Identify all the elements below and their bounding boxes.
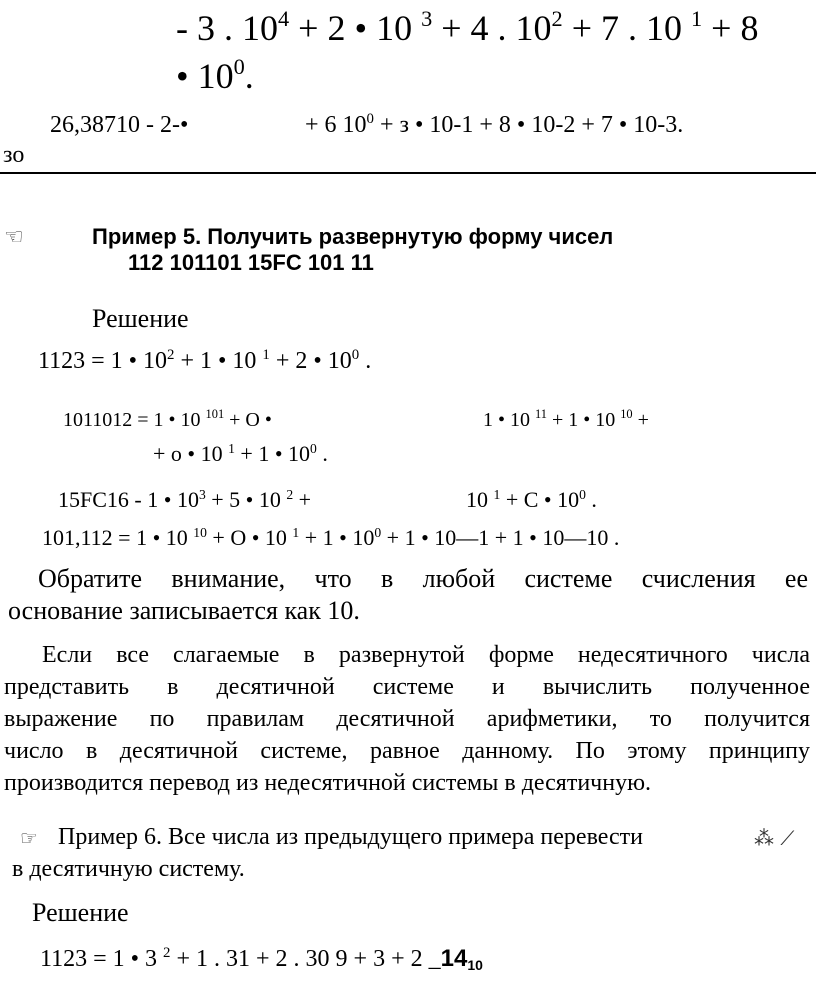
solution1-eq2c: + o • 10 $^1$ + 1 • $10^0$ . bbox=[153, 440, 328, 466]
solution1-eq4: 101,112 = 1 • 10 $^{10}$ + O • 10 $^1$ + 1 • $10^0 + 1$ • 10—1 + 1 • 10—10 . bbox=[42, 524, 620, 550]
note-line-2: основание записывается как 10. bbox=[8, 596, 360, 625]
top-formula-line-2: • $10^0$. bbox=[176, 54, 254, 96]
page-divider bbox=[0, 172, 816, 174]
scribble-mark-icon: ⁂ ⟋ bbox=[754, 826, 795, 850]
paragraph-line-4: число в десятичной системе, равное данному. По этому принципу bbox=[4, 738, 810, 764]
example5-numbers: 112 101101 15FC 101 11 bbox=[128, 250, 374, 275]
solution2-eq1: 1123 = 1 • 3 $^2$ + 1 . 31 + 2 . 30 9 + 3 + 2 _1410 bbox=[40, 944, 483, 973]
top-formula-line-3a: 26,38710 - 2-• bbox=[50, 112, 189, 138]
example5-numbers-clip bbox=[128, 250, 528, 275]
hand-pointer-icon: ☞ bbox=[20, 826, 38, 850]
note-line-1: Обратите внимание, что в любой системе счисления ее bbox=[38, 564, 808, 593]
solution1-eq3a: 15FC16 - 1 • $10^3 + 5$ • 10 $^2$ + bbox=[58, 486, 312, 512]
paragraph-line-3: выражение по правилам десятичной арифметики, то получится bbox=[4, 706, 810, 732]
example5-heading: Пример 5. Получить развернутую форму чисел bbox=[92, 224, 614, 249]
solution1-eq2a: 1011012 = 1 • 10 $^{101}$ + O • bbox=[63, 407, 272, 431]
top-formula-line-3b: + 6 $10^0 + з$ • 10-1 + 8 • 10-2 + 7 • 10-3. bbox=[305, 110, 684, 138]
example6-line-1: Пример 6. Все числа из предыдущего примера перевести bbox=[58, 824, 643, 850]
solution2-label: Решение bbox=[32, 898, 129, 927]
paragraph-line-1: Если все слагаемые в развернутой форме недесятичного числа bbox=[42, 642, 810, 668]
top-formula-line-1: - 3 . $10^4 + 2$ • 10 $^3$ + 4 . $10^2 + 7$ . 10 $^1$ + 8 bbox=[176, 6, 759, 48]
solution1-label: Решение bbox=[92, 304, 189, 333]
page-number: зо bbox=[3, 142, 25, 168]
solution1-eq3b: 10 $^1$ + С • $10^0$ . bbox=[466, 486, 597, 512]
example6-line-2: в десятичную систему. bbox=[12, 856, 245, 882]
paragraph-line-2: представить в десятичной системе и вычислить полученное bbox=[4, 674, 810, 700]
paragraph-line-5: производится перевод из недесятичной системы в десятичную. bbox=[4, 770, 652, 796]
solution1-eq1: 1123 = 1 • $10^2 + 1$ • 10 $^1$ + 2 • $10^0$ . bbox=[38, 346, 372, 374]
solution1-eq2b: 1 • 10 $^{11}$ + 1 • 10 $^{10}$ + bbox=[483, 407, 649, 431]
hand-pointer-icon: ☜ bbox=[4, 225, 24, 250]
